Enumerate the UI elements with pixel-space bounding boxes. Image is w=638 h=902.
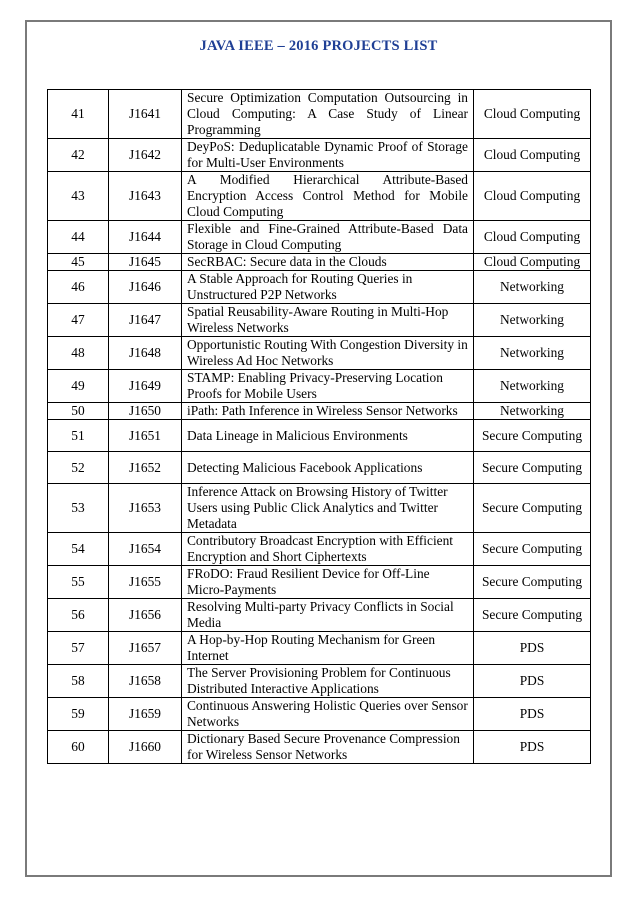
- project-title: A Modified Hierarchical Attribute-Based Encryption Access Control Method for Mobile Cloud Computing: [182, 172, 474, 221]
- project-code: J1655: [109, 566, 182, 599]
- project-title: Continuous Answering Holistic Queries over Sensor Networks: [182, 698, 474, 731]
- project-title: A Hop-by-Hop Routing Mechanism for Green Internet: [182, 632, 474, 665]
- project-code: J1653: [109, 484, 182, 533]
- project-title: Resolving Multi-party Privacy Conflicts in Social Media: [182, 599, 474, 632]
- project-domain: Secure Computing: [474, 452, 591, 484]
- table-row: [48, 254, 591, 271]
- project-code: J1648: [109, 337, 182, 370]
- table-row: [48, 566, 591, 599]
- table-row: [48, 599, 591, 632]
- table-row: [48, 337, 591, 370]
- project-title: Detecting Malicious Facebook Applications: [182, 452, 474, 484]
- project-title: A Stable Approach for Routing Queries in Unstructured P2P Networks: [182, 271, 474, 304]
- project-title: Inference Attack on Browsing History of Twitter Users using Public Click Analytics and Twitter Metadata: [182, 484, 474, 533]
- project-title: STAMP: Enabling Privacy-Preserving Location Proofs for Mobile Users: [182, 370, 474, 403]
- project-title: SecRBAC: Secure data in the Clouds: [182, 254, 474, 271]
- project-code: J1643: [109, 172, 182, 221]
- project-number: 58: [48, 665, 109, 698]
- project-code: J1642: [109, 139, 182, 172]
- project-code: J1657: [109, 632, 182, 665]
- project-title: Secure Optimization Computation Outsourcing in Cloud Computing: A Case Study of Linear Programming: [182, 90, 474, 139]
- table-row: [48, 420, 591, 452]
- project-title: Data Lineage in Malicious Environments: [182, 420, 474, 452]
- project-number: 43: [48, 172, 109, 221]
- project-code: J1659: [109, 698, 182, 731]
- project-number: 45: [48, 254, 109, 271]
- table-row: [48, 370, 591, 403]
- project-domain: Secure Computing: [474, 566, 591, 599]
- project-title: FRoDO: Fraud Resilient Device for Off-Line Micro-Payments: [182, 566, 474, 599]
- table-row: [48, 90, 591, 139]
- projects-table-body: [48, 90, 591, 764]
- project-code: J1656: [109, 599, 182, 632]
- project-number: 47: [48, 304, 109, 337]
- project-domain: Networking: [474, 403, 591, 420]
- project-domain: Networking: [474, 271, 591, 304]
- project-title: The Server Provisioning Problem for Continuous Distributed Interactive Applications: [182, 665, 474, 698]
- project-domain: Secure Computing: [474, 599, 591, 632]
- project-number: 56: [48, 599, 109, 632]
- project-title: Dictionary Based Secure Provenance Compression for Wireless Sensor Networks: [182, 731, 474, 764]
- project-number: 60: [48, 731, 109, 764]
- project-code: J1658: [109, 665, 182, 698]
- table-row: [48, 221, 591, 254]
- project-title: Contributory Broadcast Encryption with Efficient Encryption and Short Ciphertexts: [182, 533, 474, 566]
- project-number: 44: [48, 221, 109, 254]
- project-code: J1651: [109, 420, 182, 452]
- project-code: J1660: [109, 731, 182, 764]
- project-code: J1652: [109, 452, 182, 484]
- project-title: Flexible and Fine-Grained Attribute-Based Data Storage in Cloud Computing: [182, 221, 474, 254]
- table-row: [48, 403, 591, 420]
- project-number: 54: [48, 533, 109, 566]
- page-title: JAVA IEEE – 2016 PROJECTS LIST: [199, 38, 438, 54]
- project-code: J1654: [109, 533, 182, 566]
- project-number: 46: [48, 271, 109, 304]
- project-number: 48: [48, 337, 109, 370]
- table-row: [48, 533, 591, 566]
- table-row: [48, 271, 591, 304]
- project-number: 51: [48, 420, 109, 452]
- table-row: [48, 632, 591, 665]
- project-domain: Cloud Computing: [474, 90, 591, 139]
- table-row: [48, 665, 591, 698]
- project-number: 52: [48, 452, 109, 484]
- project-code: J1650: [109, 403, 182, 420]
- project-number: 42: [48, 139, 109, 172]
- project-code: J1649: [109, 370, 182, 403]
- project-number: 55: [48, 566, 109, 599]
- table-row: [48, 139, 591, 172]
- project-domain: PDS: [474, 698, 591, 731]
- project-domain: Secure Computing: [474, 484, 591, 533]
- project-domain: Cloud Computing: [474, 254, 591, 271]
- project-code: J1647: [109, 304, 182, 337]
- table-row: [48, 698, 591, 731]
- project-domain: Networking: [474, 370, 591, 403]
- table-row: [48, 172, 591, 221]
- table-row: [48, 304, 591, 337]
- project-title: Spatial Reusability-Aware Routing in Multi-Hop Wireless Networks: [182, 304, 474, 337]
- project-domain: Secure Computing: [474, 533, 591, 566]
- project-number: 49: [48, 370, 109, 403]
- project-title: Opportunistic Routing With Congestion Diversity in Wireless Ad Hoc Networks: [182, 337, 474, 370]
- project-number: 41: [48, 90, 109, 139]
- project-code: J1645: [109, 254, 182, 271]
- project-domain: PDS: [474, 731, 591, 764]
- project-code: J1644: [109, 221, 182, 254]
- project-domain: PDS: [474, 665, 591, 698]
- project-code: J1646: [109, 271, 182, 304]
- projects-table: [47, 89, 591, 764]
- project-title: DeyPoS: Deduplicatable Dynamic Proof of Storage for Multi-User Environments: [182, 139, 474, 172]
- project-domain: Cloud Computing: [474, 139, 591, 172]
- table-row: [48, 452, 591, 484]
- project-domain: Networking: [474, 337, 591, 370]
- project-number: 57: [48, 632, 109, 665]
- table-row: [48, 484, 591, 533]
- project-title: iPath: Path Inference in Wireless Sensor Networks: [182, 403, 474, 420]
- project-number: 59: [48, 698, 109, 731]
- project-number: 50: [48, 403, 109, 420]
- project-code: J1641: [109, 90, 182, 139]
- project-domain: PDS: [474, 632, 591, 665]
- project-domain: Secure Computing: [474, 420, 591, 452]
- project-number: 53: [48, 484, 109, 533]
- project-domain: Cloud Computing: [474, 172, 591, 221]
- table-row: [48, 731, 591, 764]
- project-domain: Cloud Computing: [474, 221, 591, 254]
- project-domain: Networking: [474, 304, 591, 337]
